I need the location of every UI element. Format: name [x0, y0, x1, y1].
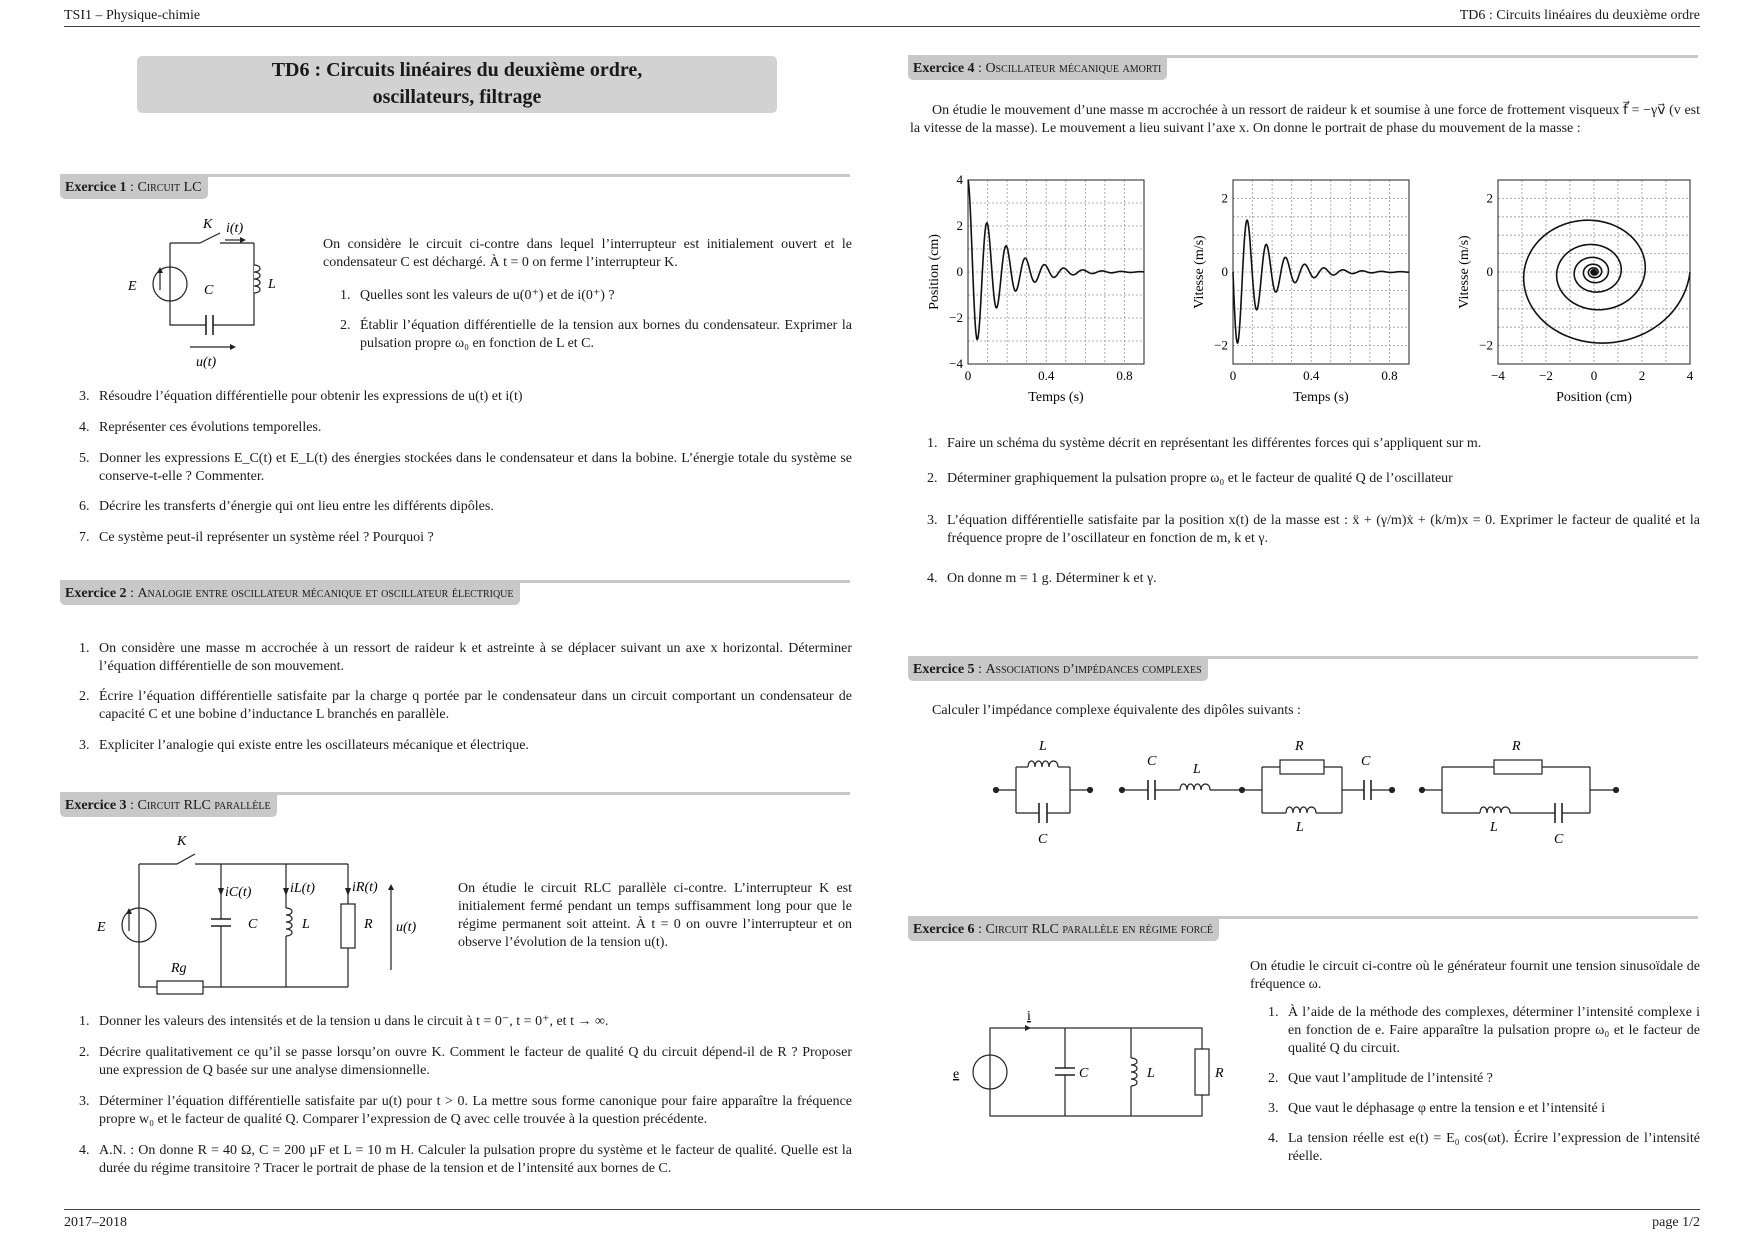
ex3-coil — [286, 908, 292, 936]
page-title — [137, 56, 777, 113]
ex3-label-C: C — [248, 917, 258, 932]
title-line-1: TD6 : Circuits linéaires du deuxième ordre, — [271, 59, 643, 81]
ex1-switch — [200, 233, 220, 243]
x-tick-label: 4 — [1686, 368, 1694, 383]
ex6-question-2: 2. Que vaut l’amplitude de l’intensité ? — [1268, 1071, 1493, 1086]
ex3-label-K: K — [177, 834, 187, 849]
ex4-question-3: 3. L’équation différentielle satisfaite par la position x(t) de la masse est : ẍ + (γ/m)ẋ + (k/m)x = 0. Exprimer le facteur de qualité et la fréquence propre de l’oscillateur en fonction de m, k et γ. — [927, 513, 1700, 546]
ex5-label-R3: R — [1295, 739, 1304, 754]
x-axis-label: Temps (s) — [1293, 390, 1349, 405]
ex5-label-C1: C — [1038, 832, 1048, 847]
y-tick-label: −4 — [949, 356, 963, 371]
ex3-question-1: 1. Donner les valeurs des intensités et de la tension u dans le circuit à t = 0⁻, t = 0⁺, et t → ∞. — [79, 1014, 609, 1029]
footer-left: 2017–2018 — [64, 1215, 127, 1230]
y-tick-label: −2 — [1479, 337, 1493, 353]
ex1-label-K: K — [203, 217, 213, 232]
ex5-dipole-1 — [994, 761, 1093, 823]
ex3-label-R: R — [364, 917, 373, 932]
ex3-label-iC: iC(t) — [225, 885, 252, 900]
ex5-label-L3: L — [1296, 820, 1304, 835]
ex3-circuit-diagram — [95, 830, 435, 1005]
x-tick-label: 0.8 — [1116, 368, 1133, 383]
ex2-question-1: 1. On considère une masse m accrochée à un ressort de raideur k et astreinte à se déplacer suivant un axe x horizontal. Déterminer l’équation différentielle de son mouvement. — [79, 641, 852, 674]
y-tick-label: 0 — [1486, 264, 1493, 279]
ex6-coil — [1131, 1058, 1137, 1086]
y-tick-label: −2 — [949, 310, 963, 325]
ex3-label-u: u(t) — [396, 920, 417, 935]
x-tick-label: 0.8 — [1381, 368, 1398, 383]
ex3-heading: Exercice 3 : Circuit RLC parallèle — [60, 795, 277, 817]
ex5-dipole-2 — [1120, 780, 1245, 800]
ex3-label-L: L — [302, 917, 310, 932]
ex6-question-1: 1. À l’aide de la méthode des complexes, déterminer l’intensité complexe i en fonction de e. Faire apparaître la pulsation propre ω₀ et le facteur de qualité Q du circuit. — [1268, 1005, 1700, 1056]
series-line-position — [968, 180, 1144, 339]
ex1-label-L: L — [268, 277, 276, 292]
ex3-intro: On étudie le circuit RLC parallèle ci-contre. L’interrupteur K est initialement fermé pendant un temps suffisamment long pour que le régime permanent soit atteint. À t = 0 on ouvre l’interrupteur et on observe l’évolution de la tension u(t). — [458, 881, 852, 950]
ex3-resistor-Rg — [157, 981, 203, 994]
ex6-question-3: 3. Que vaut le déphasage φ entre la tension e et l’intensité i — [1268, 1101, 1606, 1116]
header-left: TSI1 – Physique-chimie — [64, 8, 201, 23]
ex3-label-iL: iL(t) — [290, 881, 315, 896]
header-right: TD6 : Circuits linéaires du deuxième ordre — [1459, 8, 1700, 23]
x-tick-label: −4 — [1491, 368, 1505, 383]
ex6-label-R: R — [1215, 1066, 1224, 1081]
ex6-heading: Exercice 6 : Circuit RLC parallèle en régime forcé — [908, 919, 1219, 941]
ex5-dipoles-diagram — [990, 735, 1630, 845]
ex3-question-4: 4. A.N. : On donne R = 40 Ω, C = 200 µF et L = 10 m H. Calculer la pulsation propre du système et le facteur de qualité. Quelle est la durée du régime transitoire ? Tracer le portrait de phase de la tension et de l’intensité aux bornes de C. — [79, 1143, 852, 1176]
header-rule — [64, 26, 1700, 27]
x-tick-label: 0 — [1590, 368, 1598, 383]
ex2-question-2: 2. Écrire l’équation différentielle satisfaite par la charge q portée par le condensateur dans un circuit comportant un condensateur de capacité C et une bobine d’inductance L branchés en parallèle. — [79, 689, 852, 722]
footer-right: page 1/2 — [1652, 1215, 1700, 1230]
ex1-label-u: u(t) — [196, 355, 217, 370]
ex5-label-R4: R — [1512, 739, 1521, 754]
title-line-2: oscillateurs, filtrage — [372, 86, 542, 108]
x-axis-label: Position (cm) — [1556, 390, 1632, 405]
ex5-dipole-4 — [1420, 760, 1619, 823]
ex1-coil — [254, 265, 260, 293]
ex1-label-i: i(t) — [226, 221, 244, 236]
ex3-label-E: E — [97, 920, 106, 935]
ex6-label-L: L — [1147, 1066, 1155, 1081]
ex5-heading: Exercice 5 : Associations d’impédances complexes — [908, 659, 1208, 681]
y-axis-label: Vitesse (m/s) — [1192, 235, 1207, 309]
ex1-question-2: 2. Établir l’équation différentielle de la tension aux bornes du condensateur. Exprimer la pulsation propre ω₀ en fonction de L et C. — [340, 318, 852, 351]
ex1-intro: On considère le circuit ci-contre dans lequel l’interrupteur est initialement ouvert et le condensateur C est déchargé. À t = 0 on ferme l’interrupteur K. — [323, 237, 852, 270]
ex3-label-iR: iR(t) — [352, 880, 378, 895]
ex5-label-L1: L — [1039, 739, 1047, 754]
x-tick-label: 0 — [964, 368, 972, 383]
x-tick-label: 0.4 — [1038, 368, 1055, 383]
ex6-intro: On étudie le circuit ci-contre où le générateur fournit une tension sinusoïdale de fréquence ω. — [1250, 959, 1700, 992]
ex6-label-e: e — [953, 1067, 960, 1082]
ex6-circuit-diagram — [945, 1005, 1235, 1125]
ex5-label-L4: L — [1490, 820, 1498, 835]
y-tick-label: −2 — [1214, 337, 1228, 353]
ex1-wire-right — [213, 243, 254, 325]
ex6-label-C: C — [1079, 1066, 1089, 1081]
ex4-chart-vitesse — [1175, 172, 1415, 412]
ex4-heading: Exercice 4 : Oscillateur mécanique amorti — [908, 58, 1167, 80]
ex2-heading: Exercice 2 : Analogie entre oscillateur mécanique et oscillateur électrique — [60, 583, 520, 605]
ex6-resistor — [1195, 1049, 1209, 1095]
ex2-question-3: 3. Expliciter l’analogie qui existe entre les oscillateurs mécanique et électrique. — [79, 738, 529, 753]
ex1-label-C: C — [204, 283, 214, 298]
footer-rule — [64, 1209, 1700, 1210]
x-axis-label: Temps (s) — [1028, 390, 1084, 405]
y-tick-label: 0 — [1221, 264, 1228, 279]
ex4-question-2: 2. Déterminer graphiquement la pulsation propre ω₀ et le facteur de qualité Q de l’oscillateur — [927, 471, 1453, 486]
ex1-question-4: 4. Représenter ces évolutions temporelles. — [79, 420, 322, 435]
x-tick-label: −2 — [1539, 368, 1553, 383]
ex5-dipole-3 — [1242, 760, 1395, 813]
ex4-question-4: 4. On donne m = 1 g. Déterminer k et γ. — [927, 571, 1157, 586]
ex5-label-C3: C — [1361, 754, 1371, 769]
y-axis-label: Position (cm) — [927, 234, 942, 310]
ex5-label-C4: C — [1554, 832, 1564, 847]
ex3-question-2: 2. Décrire qualitativement ce qu’il se passe lorsqu’on ouvre K. Comment le facteur de qualité Q du circuit dépend-il de R ? Proposer une expression de Q basée sur une analyse dimensionnelle. — [79, 1045, 852, 1078]
y-tick-label: 2 — [1486, 190, 1493, 206]
ex4-chart-phase-portrait — [1440, 172, 1700, 412]
ex1-label-E: E — [128, 279, 137, 294]
ex6-label-i: i — [1027, 1009, 1031, 1024]
ex4-intro: On étudie le mouvement d’une masse m accrochée à un ressort de raideur k et soumise à une force de frottement visqueux f⃗ = −γv⃗ (v est la vitesse de la masse). Le mouvement a lieu suivant l’axe x. On donne le portrait de phase du mouvement de la masse : — [910, 103, 1700, 136]
ex3-label-Rg: Rg — [171, 961, 187, 976]
ex6-question-4: 4. La tension réelle est e(t) = E₀ cos(ωt). Écrire l’expression de l’intensité réelle. — [1268, 1131, 1700, 1164]
ex3-switch — [177, 854, 195, 864]
x-tick-label: 0 — [1229, 368, 1237, 383]
ex5-label-L2: L — [1193, 762, 1201, 777]
ex3-question-3: 3. Déterminer l’équation différentielle satisfaite par u(t) pour t > 0. La mettre sous forme canonique pour faire apparaître la fréquence propre w₀ et le facteur de qualité Q. Comparer l’expression de Q avec celle trouvée à la question précédente. — [79, 1094, 852, 1127]
ex1-question-3: 3. Résoudre l’équation différentielle pour obtenir les expressions de u(t) et i(t) — [79, 389, 523, 404]
x-tick-label: 2 — [1638, 368, 1646, 383]
ex3-resistor-R — [341, 904, 355, 948]
ex5-label-C2: C — [1147, 754, 1157, 769]
ex1-heading: Exercice 1 : Circuit LC — [60, 177, 208, 199]
y-tick-label: 0 — [956, 264, 963, 279]
ex4-chart-position — [910, 172, 1150, 412]
series-line-vitesse — [1233, 220, 1409, 343]
y-tick-label: 2 — [956, 218, 963, 233]
ex1-question-5: 5. Donner les expressions E_C(t) et E_L(t) des énergies stockées dans le condensateur et dans la bobine. L’énergie totale du système se conserve-t-elle ? Commenter. — [79, 451, 852, 484]
ex4-question-1: 1. Faire un schéma du système décrit en représentant les différentes forces qui s’appliquent sur m. — [927, 436, 1482, 451]
ex5-intro: Calculer l’impédance complexe équivalente des dipôles suivants : — [932, 703, 1301, 718]
series-line-phase — [1524, 220, 1690, 343]
ex1-question-7: 7. Ce système peut-il représenter un système réel ? Pourquoi ? — [79, 530, 434, 545]
ex1-circuit-diagram — [120, 215, 300, 375]
ex1-question-1: 1. Quelles sont les valeurs de u(0⁺) et de i(0⁺) ? — [340, 288, 615, 303]
y-tick-label: 2 — [1221, 190, 1228, 206]
x-tick-label: 0.4 — [1303, 368, 1320, 383]
y-axis-label: Vitesse (m/s) — [1457, 235, 1472, 309]
ex1-question-6: 6. Décrire les transferts d’énergie qui ont lieu entre les différents dipôles. — [79, 499, 494, 514]
y-tick-label: 4 — [956, 172, 963, 187]
